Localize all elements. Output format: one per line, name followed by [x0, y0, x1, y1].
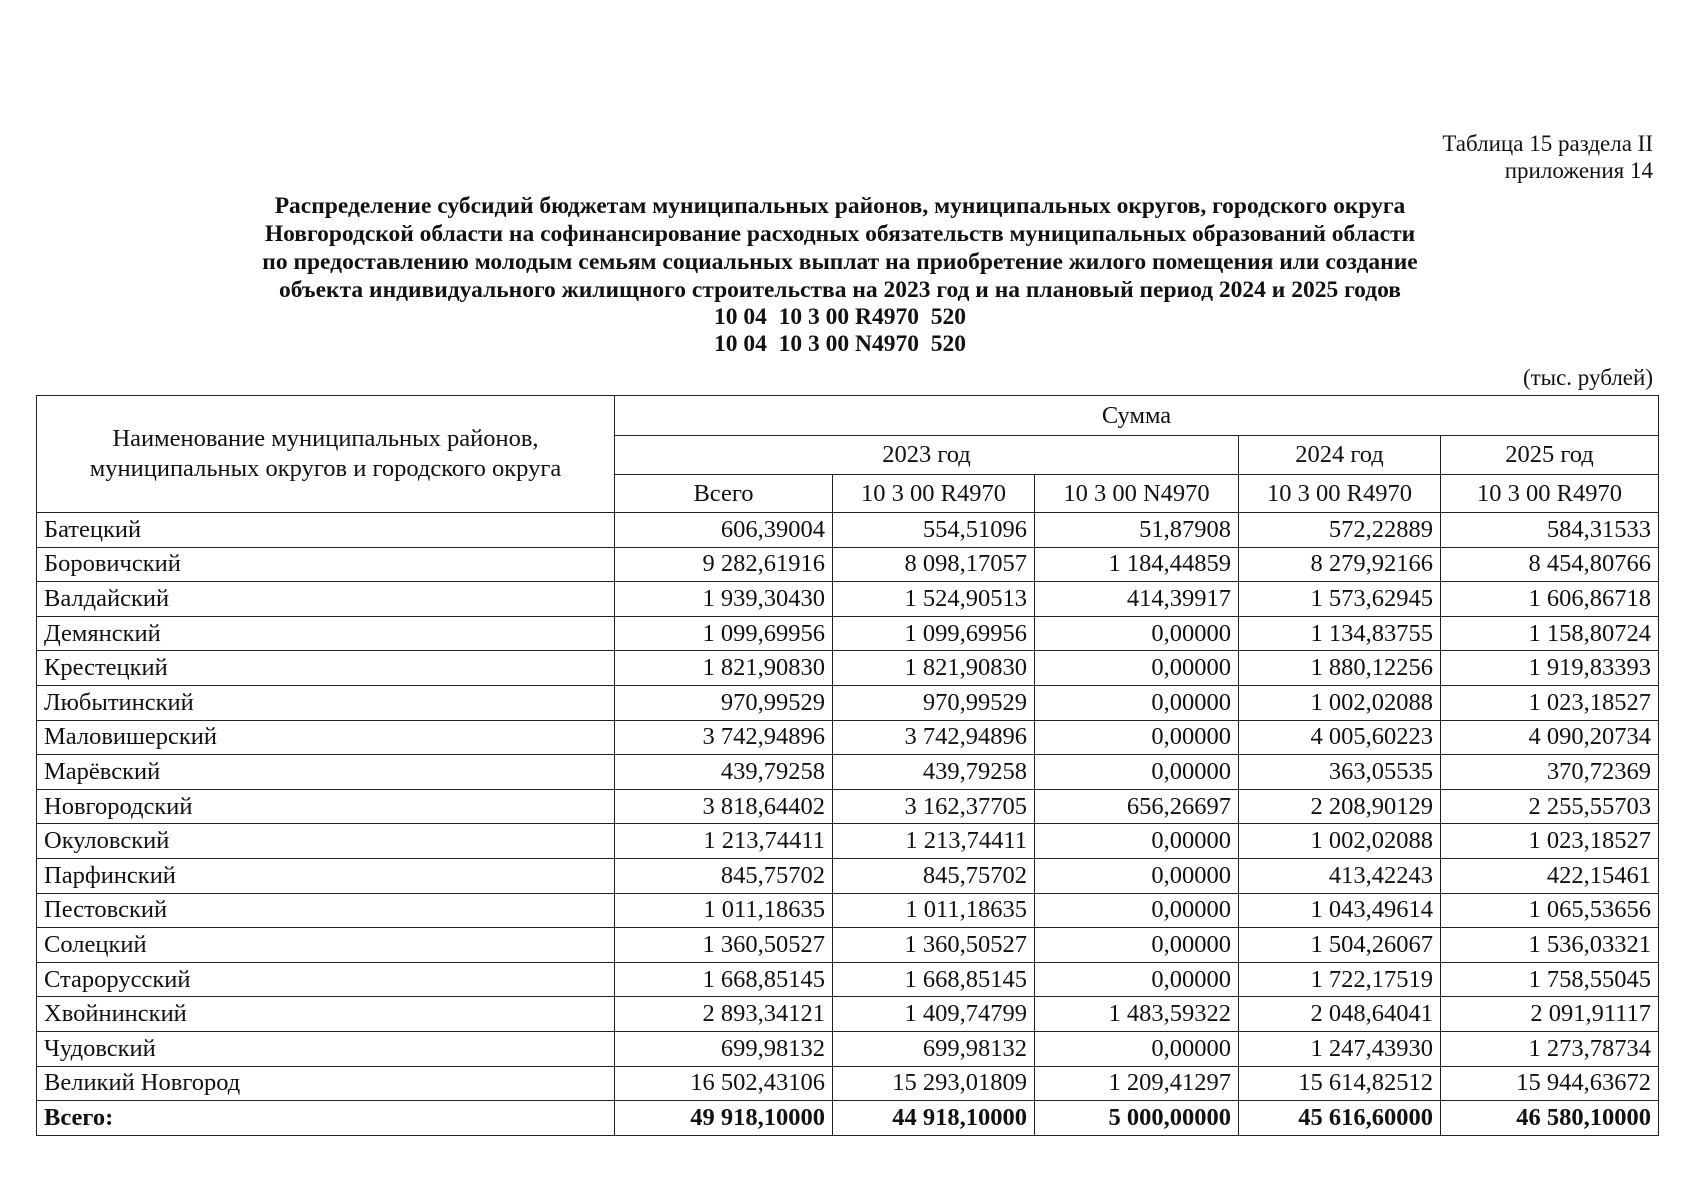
r4970-2024-cell: 45 616,60000: [1239, 1101, 1441, 1136]
r4970-2024-cell: 1 002,02088: [1239, 685, 1441, 720]
r4970-2023-cell: 1 668,85145: [833, 962, 1035, 997]
r4970-2023-cell: 970,99529: [833, 685, 1035, 720]
district-name: Пестовский: [37, 893, 615, 928]
r4970-2024-cell: 1 573,62945: [1239, 582, 1441, 617]
n4970-2023-cell: 0,00000: [1035, 824, 1239, 859]
n4970-2023-cell: 0,00000: [1035, 755, 1239, 790]
n4970-2023-cell: 51,87908: [1035, 513, 1239, 548]
header-total: Всего: [615, 475, 833, 513]
r4970-2025-cell: 584,31533: [1441, 513, 1659, 548]
table-row: [37, 928, 1659, 963]
district-name: Боровичский: [37, 547, 615, 582]
r4970-2025-cell: 1 758,55045: [1441, 962, 1659, 997]
r4970-2024-cell: 1 880,12256: [1239, 651, 1441, 686]
r4970-2023-cell: 699,98132: [833, 1031, 1035, 1066]
table-total-row: [37, 1101, 1659, 1136]
budget-codes: [100, 304, 1580, 358]
district-name: Марёвский: [37, 755, 615, 790]
n4970-2023-cell: 0,00000: [1035, 962, 1239, 997]
district-name: Всего:: [37, 1101, 615, 1136]
units-label: (тыс. рублей): [1522, 365, 1653, 390]
r4970-2024-cell: 8 279,92166: [1239, 547, 1441, 582]
n4970-2023-cell: 1 209,41297: [1035, 1066, 1239, 1101]
r4970-2023-cell: 1 821,90830: [833, 651, 1035, 686]
total-cell: 970,99529: [615, 685, 833, 720]
r4970-2024-cell: 1 002,02088: [1239, 824, 1441, 859]
total-cell: 845,75702: [615, 858, 833, 893]
total-cell: 1 011,18635: [615, 893, 833, 928]
header-year-2024: 2024 год: [1239, 436, 1441, 475]
r4970-2023-cell: 1 099,69956: [833, 616, 1035, 651]
r4970-2023-cell: 1 409,74799: [833, 997, 1035, 1032]
r4970-2025-cell: 370,72369: [1441, 755, 1659, 790]
r4970-2024-cell: 1 247,43930: [1239, 1031, 1441, 1066]
r4970-2024-cell: 1 043,49614: [1239, 893, 1441, 928]
table-row: [37, 1066, 1659, 1101]
total-cell: 1 939,30430: [615, 582, 833, 617]
r4970-2024-cell: 572,22889: [1239, 513, 1441, 548]
n4970-2023-cell: 0,00000: [1035, 685, 1239, 720]
n4970-2023-cell: 5 000,00000: [1035, 1101, 1239, 1136]
n4970-2023-cell: 0,00000: [1035, 893, 1239, 928]
header-code-n-2023: 10 3 00 N4970: [1035, 475, 1239, 513]
table-row: [37, 651, 1659, 686]
table-reference: [1442, 130, 1653, 184]
r4970-2024-cell: 1 134,83755: [1239, 616, 1441, 651]
title-line-3: по предоставлению молодым семьям социальных выплат на приобретение жилого помещения или создание: [262, 249, 1418, 275]
n4970-2023-cell: 0,00000: [1035, 616, 1239, 651]
total-cell: 1 668,85145: [615, 962, 833, 997]
r4970-2025-cell: 15 944,63672: [1441, 1066, 1659, 1101]
table-row: [37, 513, 1659, 548]
table-row: [37, 997, 1659, 1032]
table-row: [37, 616, 1659, 651]
district-name: Окуловский: [37, 824, 615, 859]
r4970-2024-cell: 4 005,60223: [1239, 720, 1441, 755]
district-name: Парфинский: [37, 858, 615, 893]
header-sum: Сумма: [615, 396, 1659, 436]
r4970-2025-cell: 1 606,86718: [1441, 582, 1659, 617]
r4970-2023-cell: 3 742,94896: [833, 720, 1035, 755]
header-year-2023: 2023 год: [615, 436, 1239, 475]
r4970-2024-cell: 2 208,90129: [1239, 789, 1441, 824]
r4970-2025-cell: 46 580,10000: [1441, 1101, 1659, 1136]
total-cell: 1 213,74411: [615, 824, 833, 859]
r4970-2025-cell: 4 090,20734: [1441, 720, 1659, 755]
district-name: Батецкий: [37, 513, 615, 548]
total-cell: 49 918,10000: [615, 1101, 833, 1136]
r4970-2025-cell: 422,15461: [1441, 858, 1659, 893]
r4970-2023-cell: 1 360,50527: [833, 928, 1035, 963]
table-row: [37, 893, 1659, 928]
r4970-2023-cell: 44 918,10000: [833, 1101, 1035, 1136]
r4970-2025-cell: 1 065,53656: [1441, 893, 1659, 928]
table-body: [37, 513, 1659, 1136]
n4970-2023-cell: 0,00000: [1035, 651, 1239, 686]
title-line-2: Новгородской области на софинансирование расходных обязательств муниципальных образований области: [264, 221, 1416, 247]
table-row: [37, 582, 1659, 617]
table-row: [37, 685, 1659, 720]
district-name: Старорусский: [37, 962, 615, 997]
n4970-2023-cell: 0,00000: [1035, 858, 1239, 893]
r4970-2025-cell: 1 536,03321: [1441, 928, 1659, 963]
r4970-2025-cell: 1 023,18527: [1441, 685, 1659, 720]
table-row: [37, 824, 1659, 859]
r4970-2024-cell: 1 504,26067: [1239, 928, 1441, 963]
table-row: [37, 720, 1659, 755]
reference-line-2: приложения 14: [1504, 158, 1653, 183]
r4970-2023-cell: 3 162,37705: [833, 789, 1035, 824]
r4970-2025-cell: 1 919,83393: [1441, 651, 1659, 686]
table-row: [37, 1031, 1659, 1066]
total-cell: 2 893,34121: [615, 997, 833, 1032]
budget-code-1: 10 04 10 3 00 R4970 520: [714, 304, 966, 330]
header-year-2025: 2025 год: [1441, 436, 1659, 475]
r4970-2024-cell: 413,42243: [1239, 858, 1441, 893]
r4970-2023-cell: 1 213,74411: [833, 824, 1035, 859]
r4970-2024-cell: 1 722,17519: [1239, 962, 1441, 997]
r4970-2025-cell: 2 255,55703: [1441, 789, 1659, 824]
table-row: [37, 789, 1659, 824]
district-name: Великий Новгород: [37, 1066, 615, 1101]
header-name: Наименование муниципальных районов, муниципальных округов и городского округа: [37, 396, 615, 513]
district-name: Маловишерский: [37, 720, 615, 755]
total-cell: 9 282,61916: [615, 547, 833, 582]
total-cell: 16 502,43106: [615, 1066, 833, 1101]
r4970-2023-cell: 8 098,17057: [833, 547, 1035, 582]
total-cell: 3 818,64402: [615, 789, 833, 824]
r4970-2024-cell: 15 614,82512: [1239, 1066, 1441, 1101]
total-cell: 606,39004: [615, 513, 833, 548]
title-line-4: объекта индивидуального жилищного строительства на 2023 год и на плановый период 2024 и 2025 годов: [279, 277, 1401, 303]
n4970-2023-cell: 414,39917: [1035, 582, 1239, 617]
header-code-r-2024: 10 3 00 R4970: [1239, 475, 1441, 513]
r4970-2024-cell: 2 048,64041: [1239, 997, 1441, 1032]
r4970-2023-cell: 1 011,18635: [833, 893, 1035, 928]
r4970-2023-cell: 15 293,01809: [833, 1066, 1035, 1101]
district-name: Хвойнинский: [37, 997, 615, 1032]
total-cell: 1 360,50527: [615, 928, 833, 963]
r4970-2024-cell: 363,05535: [1239, 755, 1441, 790]
r4970-2025-cell: 2 091,91117: [1441, 997, 1659, 1032]
r4970-2025-cell: 1 158,80724: [1441, 616, 1659, 651]
total-cell: 439,79258: [615, 755, 833, 790]
n4970-2023-cell: 0,00000: [1035, 720, 1239, 755]
district-name: Любытинский: [37, 685, 615, 720]
district-name: Солецкий: [37, 928, 615, 963]
total-cell: 699,98132: [615, 1031, 833, 1066]
r4970-2025-cell: 1 023,18527: [1441, 824, 1659, 859]
n4970-2023-cell: 0,00000: [1035, 1031, 1239, 1066]
r4970-2023-cell: 845,75702: [833, 858, 1035, 893]
total-cell: 1 099,69956: [615, 616, 833, 651]
total-cell: 1 821,90830: [615, 651, 833, 686]
n4970-2023-cell: 656,26697: [1035, 789, 1239, 824]
r4970-2023-cell: 1 524,90513: [833, 582, 1035, 617]
district-name: Крестецкий: [37, 651, 615, 686]
reference-line-1: Таблица 15 раздела II: [1442, 131, 1653, 156]
n4970-2023-cell: 1 483,59322: [1035, 997, 1239, 1032]
table-header: [37, 396, 1659, 513]
total-cell: 3 742,94896: [615, 720, 833, 755]
document-title: [100, 192, 1580, 304]
r4970-2023-cell: 439,79258: [833, 755, 1035, 790]
r4970-2023-cell: 554,51096: [833, 513, 1035, 548]
budget-code-2: 10 04 10 3 00 N4970 520: [714, 331, 966, 357]
header-code-r-2023: 10 3 00 R4970: [833, 475, 1035, 513]
district-name: Демянский: [37, 616, 615, 651]
district-name: Чудовский: [37, 1031, 615, 1066]
table-row: [37, 755, 1659, 790]
title-line-1: Распределение субсидий бюджетам муниципальных районов, муниципальных округов, городского округа: [274, 193, 1406, 219]
table-row: [37, 547, 1659, 582]
table-row: [37, 962, 1659, 997]
subsidy-table: [36, 395, 1659, 1136]
r4970-2025-cell: 8 454,80766: [1441, 547, 1659, 582]
header-code-r-2025: 10 3 00 R4970: [1441, 475, 1659, 513]
n4970-2023-cell: 0,00000: [1035, 928, 1239, 963]
district-name: Валдайский: [37, 582, 615, 617]
r4970-2025-cell: 1 273,78734: [1441, 1031, 1659, 1066]
district-name: Новгородский: [37, 789, 615, 824]
table-row: [37, 858, 1659, 893]
n4970-2023-cell: 1 184,44859: [1035, 547, 1239, 582]
